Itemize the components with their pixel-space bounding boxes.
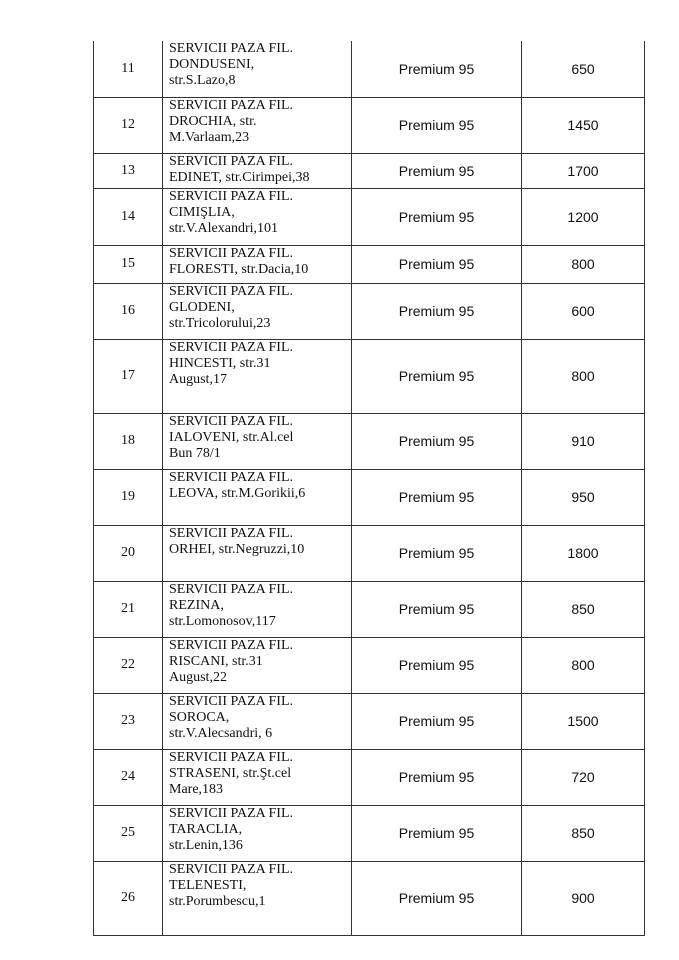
row-fuel-type: Premium 95 [352, 469, 522, 525]
row-number: 25 [94, 805, 163, 861]
table-row [94, 188, 645, 245]
row-number: 22 [94, 637, 163, 693]
row-quantity: 1500 [522, 693, 645, 749]
table-row [94, 283, 645, 339]
row-quantity: 850 [522, 581, 645, 637]
row-quantity: 800 [522, 245, 645, 283]
row-branch-name: SERVICII PAZA FIL. HINCESTI, str.31 August,17 [163, 339, 352, 413]
table-row [94, 805, 645, 861]
row-quantity: 1200 [522, 188, 645, 245]
row-branch-name: SERVICII PAZA FIL. TARACLIA, str.Lenin,136 [163, 805, 352, 861]
table-row [94, 861, 645, 935]
row-number: 16 [94, 283, 163, 339]
row-fuel-type: Premium 95 [352, 581, 522, 637]
row-quantity: 1450 [522, 97, 645, 153]
row-number: 17 [94, 339, 163, 413]
row-branch-name: SERVICII PAZA FIL. RISCANI, str.31 August,22 [163, 637, 352, 693]
row-fuel-type: Premium 95 [352, 805, 522, 861]
row-number: 26 [94, 861, 163, 935]
row-number: 14 [94, 188, 163, 245]
table-row [94, 245, 645, 283]
fuel-allocation-table [93, 41, 645, 936]
row-number: 21 [94, 581, 163, 637]
row-number: 11 [94, 41, 163, 97]
table-row [94, 469, 645, 525]
row-quantity: 650 [522, 41, 645, 97]
row-number: 19 [94, 469, 163, 525]
row-quantity: 720 [522, 749, 645, 805]
row-number: 12 [94, 97, 163, 153]
table-row [94, 525, 645, 581]
row-fuel-type: Premium 95 [352, 245, 522, 283]
row-quantity: 600 [522, 283, 645, 339]
row-branch-name: SERVICII PAZA FIL. SOROCA, str.V.Alecsandri, 6 [163, 693, 352, 749]
row-branch-name: SERVICII PAZA FIL. TELENESTI, str.Porumbescu,1 [163, 861, 352, 935]
row-number: 13 [94, 153, 163, 188]
row-number: 18 [94, 413, 163, 469]
row-fuel-type: Premium 95 [352, 693, 522, 749]
row-quantity: 1800 [522, 525, 645, 581]
row-branch-name: SERVICII PAZA FIL. LEOVA, str.M.Gorikii,6 [163, 469, 352, 525]
row-fuel-type: Premium 95 [352, 283, 522, 339]
row-quantity: 800 [522, 637, 645, 693]
row-quantity: 900 [522, 861, 645, 935]
row-fuel-type: Premium 95 [352, 637, 522, 693]
row-number: 15 [94, 245, 163, 283]
row-quantity: 850 [522, 805, 645, 861]
row-number: 23 [94, 693, 163, 749]
row-fuel-type: Premium 95 [352, 525, 522, 581]
row-fuel-type: Premium 95 [352, 413, 522, 469]
row-quantity: 910 [522, 413, 645, 469]
table-row [94, 97, 645, 153]
row-number: 20 [94, 525, 163, 581]
row-fuel-type: Premium 95 [352, 861, 522, 935]
table-row [94, 41, 645, 97]
row-fuel-type: Premium 95 [352, 153, 522, 188]
table-body [94, 41, 645, 935]
row-branch-name: SERVICII PAZA FIL. GLODENI, str.Tricolorului,23 [163, 283, 352, 339]
row-fuel-type: Premium 95 [352, 749, 522, 805]
row-branch-name: SERVICII PAZA FIL. DONDUSENI, str.S.Lazo,8 [163, 41, 352, 97]
row-branch-name: SERVICII PAZA FIL. EDINET, str.Cirimpei,38 [163, 153, 352, 188]
row-branch-name: SERVICII PAZA FIL. CIMIŞLIA, str.V.Alexandri,101 [163, 188, 352, 245]
table-row [94, 339, 645, 413]
row-branch-name: SERVICII PAZA FIL. ORHEI, str.Negruzzi,10 [163, 525, 352, 581]
row-branch-name: SERVICII PAZA FIL. STRASENI, str.Şt.cel Mare,183 [163, 749, 352, 805]
table-row [94, 637, 645, 693]
row-quantity: 1700 [522, 153, 645, 188]
table-row [94, 749, 645, 805]
row-branch-name: SERVICII PAZA FIL. DROCHIA, str. M.Varlaam,23 [163, 97, 352, 153]
row-fuel-type: Premium 95 [352, 339, 522, 413]
row-branch-name: SERVICII PAZA FIL. IALOVENI, str.Al.cel Bun 78/1 [163, 413, 352, 469]
table-row [94, 153, 645, 188]
row-branch-name: SERVICII PAZA FIL. FLORESTI, str.Dacia,10 [163, 245, 352, 283]
row-number: 24 [94, 749, 163, 805]
row-fuel-type: Premium 95 [352, 188, 522, 245]
row-fuel-type: Premium 95 [352, 97, 522, 153]
table-row [94, 693, 645, 749]
row-branch-name: SERVICII PAZA FIL. REZINA, str.Lomonosov,117 [163, 581, 352, 637]
row-quantity: 950 [522, 469, 645, 525]
row-quantity: 800 [522, 339, 645, 413]
row-fuel-type: Premium 95 [352, 41, 522, 97]
table-row [94, 581, 645, 637]
table-row [94, 413, 645, 469]
